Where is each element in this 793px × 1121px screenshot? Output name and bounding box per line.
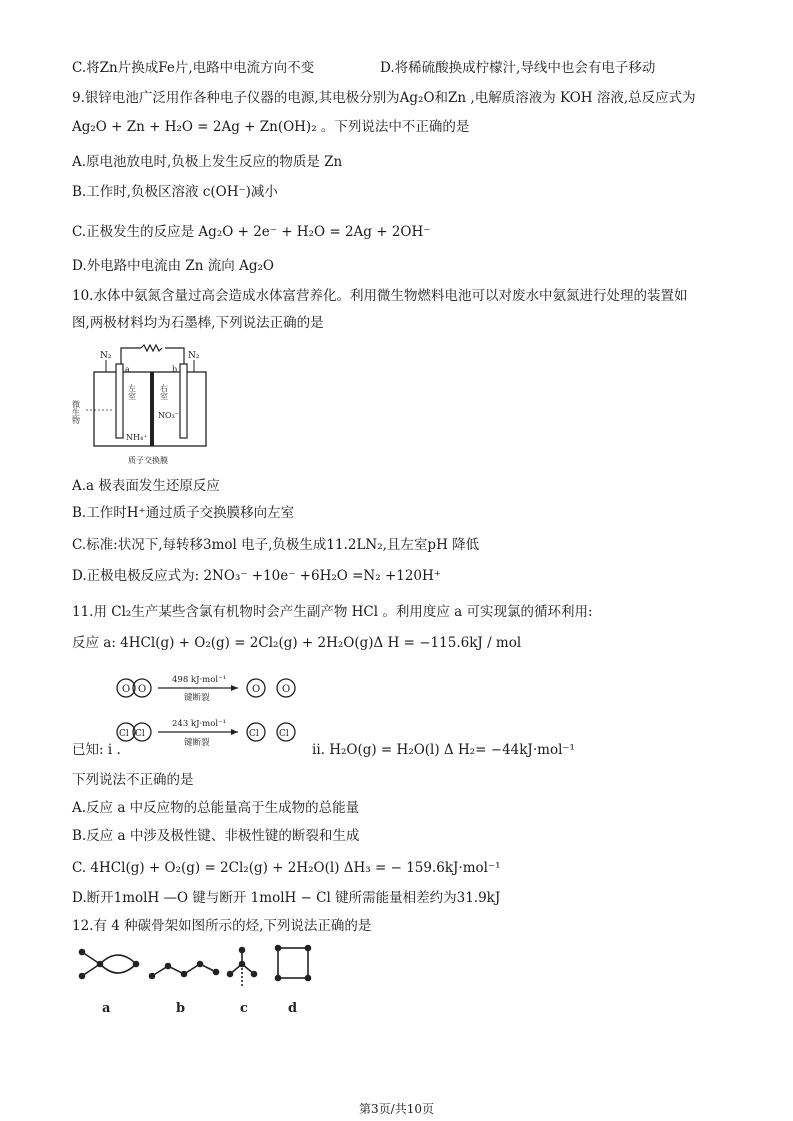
cl2-bond-energy: 243 kJ·mol⁻¹ [172, 719, 226, 729]
cl-atom-label: Cl [135, 729, 145, 739]
resistor-icon [141, 345, 162, 351]
q10-option-d: D.正极电极反应式为: 2NO₃⁻ +10e⁻ +6H₂O =N₂ +120H⁺ [72, 568, 441, 584]
q10-option-a: A.a 极表面发生还原反应 [72, 478, 220, 494]
q10-stem-line1: 10.水体中氨氮含量过高会造成水体富营养化。利用微生物燃料电池可以对废水中氨氮进行处理的装置如 [72, 288, 688, 304]
proton-exchange-membrane [150, 372, 154, 446]
microbe-label: 微生物 [71, 400, 81, 424]
label-a: a [102, 1001, 111, 1016]
skeleton-c [228, 948, 257, 987]
skeleton-b [150, 962, 219, 979]
fuel-cell-diagram [71, 340, 226, 470]
o-atom-label: O [122, 684, 131, 695]
q9-option-b: B.工作时,负极区溶液 c(OH⁻)减小 [72, 184, 278, 200]
no3-label: NO₃⁻ [158, 411, 179, 420]
q8-option-d: D.将稀硫酸换成柠檬汁,导线中也会有电子移动 [380, 60, 656, 76]
o-atom-label: O [252, 684, 261, 695]
bond-break-label: 键断裂 [184, 693, 210, 703]
label-b: b [176, 1001, 186, 1016]
label-d: d [288, 1001, 298, 1016]
right-room-label: 右室 [159, 384, 169, 400]
bond-energy-diagram [110, 670, 310, 760]
left-room-label: 左室 [127, 384, 137, 400]
q11-option-d: D.断开1molH —O 键与断开 1molH − Cl 键所需能量相差约为31.9kJ [72, 890, 501, 906]
q9-option-c: C.正极发生的反应是 Ag₂O + 2e⁻ + H₂O = 2Ag + 2OH⁻ [72, 224, 431, 240]
cl-atom-label: Cl [119, 729, 129, 739]
q10-option-b: B.工作时H⁺通过质子交换膜移向左室 [72, 505, 295, 521]
q10-option-c: C.标准:状况下,每转移3mol 电子,负极生成11.2LN₂,且左室pH 降低 [72, 537, 480, 553]
q11-reaction-a: 反应 a: 4HCl(g) + O₂(g) = 2Cl₂(g) + 2H₂O(g)Δ H = −115.6kJ / mol [72, 635, 522, 651]
page-number: 第3页/共10页 [359, 1102, 434, 1116]
o-atom-label: O [282, 684, 291, 695]
q8-option-c: C.将Zn片换成Fe片,电路中电流方向不变 [72, 60, 315, 76]
bond-break-label: 键断裂 [184, 738, 210, 748]
q11-option-a: A.反应 a 中反应物的总能量高于生成物的总能量 [72, 800, 360, 816]
nh4-label: NH₄⁺ [126, 433, 148, 442]
q9-stem-line2: Ag₂O + Zn + H₂O = 2Ag + Zn(OH)₂ 。下列说法中不正确的是 [72, 119, 470, 135]
o-atom-label: O [138, 684, 147, 695]
membrane-label: 质子交换膜 [128, 456, 168, 465]
skeleton-d [276, 946, 311, 981]
electrode-b-label: b [172, 365, 178, 374]
q9-option-a: A.原电池放电时,负极上发生反应的物质是 Zn [72, 154, 343, 170]
electrode-a [116, 364, 123, 438]
q11-option-b: B.反应 a 中涉及极性键、非极性键的断裂和生成 [72, 828, 360, 844]
cl-atom-label: Cl [249, 729, 259, 739]
n2-left-label: N₂ [100, 351, 112, 361]
q11-stem: 11.用 Cl₂生产某些含氯有机物时会产生副产物 HCl 。利用度应 a 可实现氯的循环利用: [72, 604, 593, 620]
q9-option-d: D.外电路中电流由 Zn 流向 Ag₂O [72, 258, 274, 274]
skeleton-a [80, 950, 139, 979]
carbon-skeleton-figures [76, 940, 336, 1020]
q10-stem-line2: 图,两极材料均为石墨棒,下列说法正确的是 [72, 315, 324, 331]
q11-given-i: 已知: i . [72, 742, 121, 758]
n2-right-label: N₂ [188, 351, 200, 361]
q11-ask: 下列说法不正确的是 [72, 772, 194, 788]
o2-bond-energy: 498 kJ·mol⁻¹ [172, 675, 226, 685]
q9-stem-line1: 9.银锌电池广泛用作各种电子仪器的电源,其电极分别为Ag₂O和Zn ,电解质溶液为 KOH 溶液,总反应式为 [72, 90, 696, 106]
q11-given-ii: ii. H₂O(g) = H₂O(l) Δ H₂= −44kJ·mol⁻¹ [312, 742, 575, 758]
q11-option-c: C. 4HCl(g) + O₂(g) = 2Cl₂(g) + 2H₂O(l) ΔH₃ = − 159.6kJ·mol⁻¹ [72, 860, 501, 876]
q12-stem: 12.有 4 种碳骨架如图所示的烃,下列说法正确的是 [72, 918, 372, 934]
label-c: c [240, 1001, 248, 1016]
cl-atom-label: Cl [279, 729, 289, 739]
electrode-a-label: a [125, 365, 130, 374]
electrode-b [180, 364, 187, 438]
